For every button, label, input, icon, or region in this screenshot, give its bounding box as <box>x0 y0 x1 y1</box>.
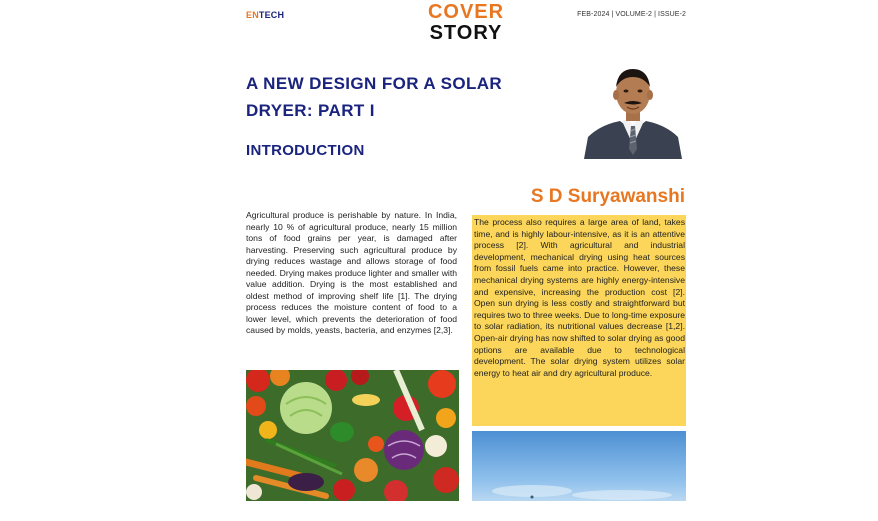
publication-brand <box>246 10 284 20</box>
right-column-highlighted-text: The process also requires a large area of land, takes time, and is highly labour-intensive, as it is an attentive process [2]. With agricultural and industrial development, mechanical drying using heat sources from fossil fuels came into practice. However, these mechanical drying systems are highly energy-intensive and expensive, increasing the production cost [2]. Open sun drying is less costly and straightforward but requires two to three weeks. Due to long-time exposure to solar radiation, its nutritional values decrease [1,2]. Open-air drying has now shifted to solar drying as good options are available due to technological development. The solar drying system utilizes solar energy to heat air and dry agricultural produce. <box>472 215 686 426</box>
solar-dryer-photo <box>472 431 686 501</box>
sky-image <box>472 431 686 501</box>
cover-line-2: STORY <box>429 22 503 44</box>
author-portrait-image <box>582 59 684 159</box>
left-column-text: Agricultural produce is perishable by nature. In India, nearly 10 % of agricultural produce, nearly 15 million tons of food grains per year, is damaged after harvesting. Preserving such agricultural produce by drying reduces wastage and allows storage of food needed. Drying makes produce lighter and smaller with value addition. Drying is the most established and oldest method of improving shelf life [1]. The drying process reduces the moisture content of food to a lower level, which prevents the deterioration of food caused by molds, yeasts, bacteria, and enzymes [2,3]. <box>246 210 457 335</box>
cover-story-label <box>422 2 510 44</box>
section-heading: INTRODUCTION <box>246 142 365 159</box>
vegetables-image <box>246 370 459 501</box>
issue-info: FEB-2024 | VOLUME-2 | ISSUE-2 <box>577 11 686 18</box>
brand-prefix: EN <box>246 10 259 20</box>
vegetables-photo <box>246 370 459 501</box>
author-portrait <box>582 59 684 159</box>
brand-suffix: TECH <box>258 10 285 20</box>
title-line-2: DRYER: PART I <box>246 101 375 120</box>
cover-line-1: COVER <box>427 1 505 23</box>
title-line-1: A NEW DESIGN FOR A SOLAR <box>246 74 503 93</box>
article-title <box>246 70 576 124</box>
author-name: S D Suryawanshi <box>530 186 685 207</box>
